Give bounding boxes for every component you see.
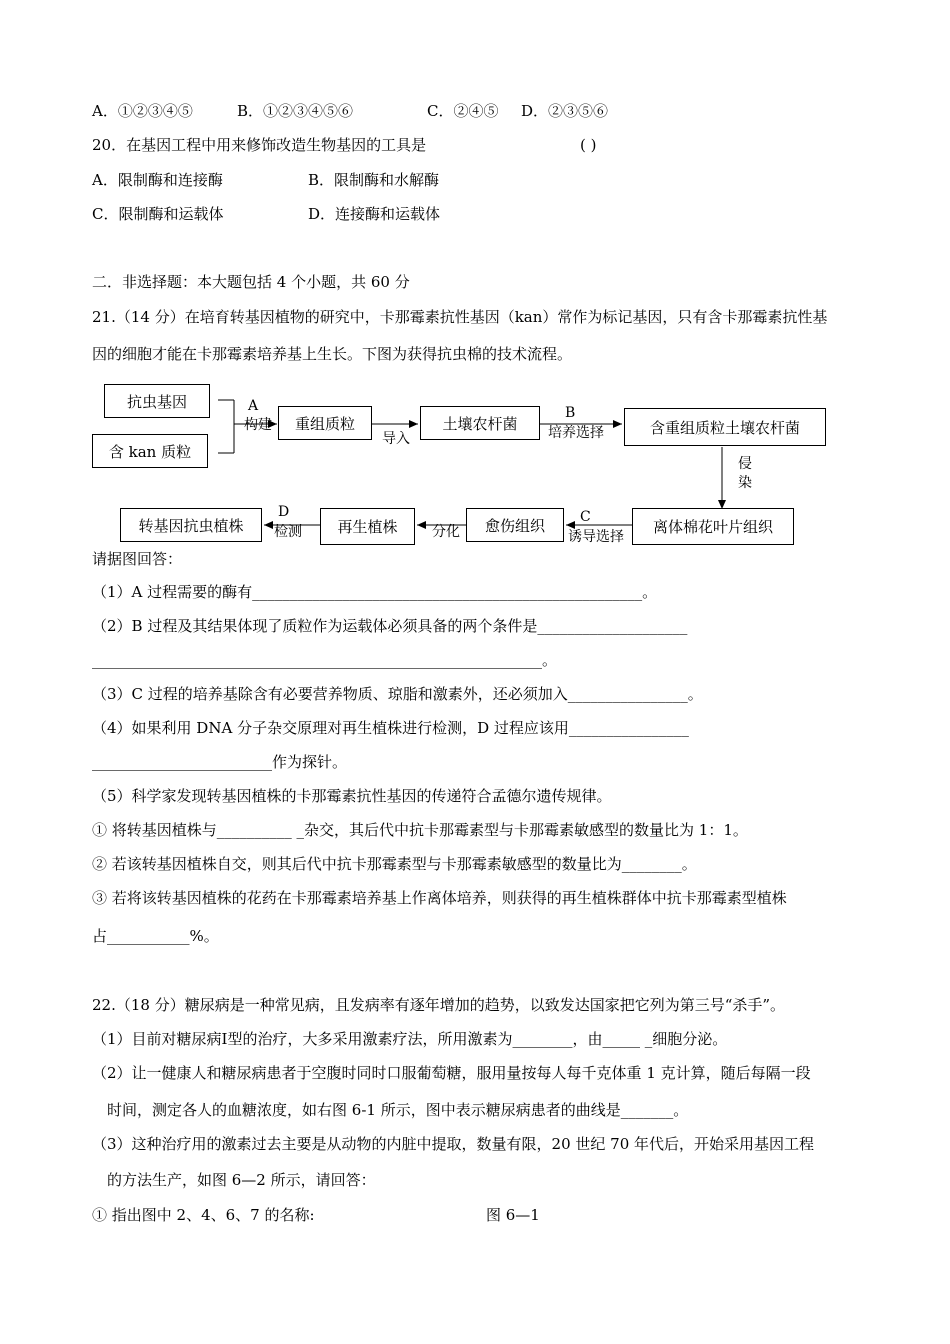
q21-sub3: （3）C 过程的培养基除含有必要营养物质、琼脂和激素外，还必须加入________________。 [92,685,703,703]
q21-sub5-3-line1: ③ 若将该转基因植株的花药在卡那霉素培养基上作离体培养，则获得的再生植株群体中抗卡那霉素型植株 [92,889,787,907]
label-build: 构建 [244,417,272,433]
q22-sub2-line1: （2）让一健康人和糖尿病患者于空腹时同时口服葡萄糖，服用量按每人每千克体重 1 克计算，随后每隔一段 [92,1064,811,1082]
q21-sub5-1: ① 将转基因植株与__________ _杂交，其后代中抗卡那霉素型与卡那霉素敏感型的数量比为 1：1。 [92,821,748,839]
q21-sub4-line1: （4）如果利用 DNA 分子杂交原理对再生植株进行检测，D 过程应该用________________ [92,719,689,737]
q20-option-b: B．限制酶和水解酶 [308,171,440,189]
label-detect: 检测 [274,524,302,540]
label-culture-select: 培养选择 [548,425,604,441]
q20-stem: 20．在基因工程中用来修饰改造生物基因的工具是 [92,136,427,154]
q20-option-d: D．连接酶和运载体 [308,205,441,223]
label-induce-select: 诱导选择 [568,529,624,545]
box-agrobacterium: 土壤农杆菌 [420,406,540,440]
q21-sub2-line1: （2）B 过程及其结果体现了质粒作为运载体必须具备的两个条件是____________________ [92,617,688,635]
q22-sub3-1: ① 指出图中 2、4、6、7 的名称: [92,1206,315,1224]
q21-sub5-2: ② 若该转基因植株自交，则其后代中抗卡那霉素型与卡那霉素敏感型的数量比为________。 [92,855,697,873]
label-infect-2: 染 [738,475,752,491]
q21-sub1: （1）A 过程需要的酶有____________________________________________________。 [92,583,658,601]
box-agrobacterium-recombinant: 含重组质粒土壤农杆菌 [624,408,826,446]
box-kan-plasmid: 含 kan 质粒 [92,434,208,468]
box-callus: 愈伤组织 [466,508,564,542]
q21-intro-line2: 因的细胞才能在卡那霉素培养基上生长。下图为获得抗虫棉的技术流程。 [92,345,573,363]
q19-option-b: B．①②③④⑤⑥ [237,102,354,120]
q22-sub1: （1）目前对糖尿病Ⅰ型的治疗，大多采用激素疗法，所用激素为________，由_____ _细胞分泌。 [92,1030,728,1048]
q22-sub3-line1: （3）这种治疗用的激素过去主要是从动物的内脏中提取，数量有限，20 世纪 70 年代后，开始采用基因工程 [92,1135,815,1153]
q21-sub5-3-line2: 占___________%。 [92,927,219,945]
q21-intro-line1: 21.（14 分）在培育转基因植物的研究中，卡那霉素抗性基因（kan）常作为标记基因，只有含卡那霉素抗性基 [92,308,828,326]
figure-caption: 图 6—1 [486,1206,540,1224]
label-D: D [278,504,290,520]
q21-sub4-line2: ________________________作为探针。 [92,753,348,771]
q19-option-d: D．②③⑤⑥ [521,102,609,120]
box-transgenic-plant: 转基因抗虫植株 [120,508,262,542]
q21-prompt: 请据图回答： [92,550,183,568]
label-A: A [248,398,259,414]
box-cotton-leaf-tissue: 离体棉花叶片组织 [632,508,794,545]
box-insect-gene: 抗虫基因 [104,384,210,418]
box-regenerated-plant: 再生植株 [320,508,415,545]
label-import: 导入 [382,431,410,447]
q19-option-a: A．①②③④⑤ [92,102,193,120]
q22-sub3-line2: 的方法生产，如图 6—2 所示，请回答： [107,1171,376,1189]
q19-option-c: C．②④⑤ [427,102,499,120]
q20-option-c: C．限制酶和运载体 [92,205,224,223]
label-C: C [580,509,591,525]
q22-sub2-line2: 时间，测定各人的血糖浓度，如右图 6-1 所示，图中表示糖尿病患者的曲线是_______。 [107,1101,689,1119]
box-recombinant-plasmid: 重组质粒 [278,406,372,440]
label-differentiate: 分化 [432,524,460,540]
label-infect-1: 侵 [738,456,752,472]
q22-intro: 22.（18 分）糖尿病是一种常见病，且发病率有逐年增加的趋势，以致发达国家把它列为第三号“杀手”。 [92,996,786,1014]
q20-answer-paren: ( ) [580,136,597,154]
q21-sub5: （5）科学家发现转基因植株的卡那霉素抗性基因的传递符合孟德尔遗传规律。 [92,787,612,805]
section-title: 二．非选择题：本大题包括 4 个小题，共 60 分 [92,273,410,291]
q21-sub2-line2: ____________________________________________________________。 [92,651,558,669]
label-B: B [565,405,576,421]
q20-option-a: A．限制酶和连接酶 [92,171,223,189]
